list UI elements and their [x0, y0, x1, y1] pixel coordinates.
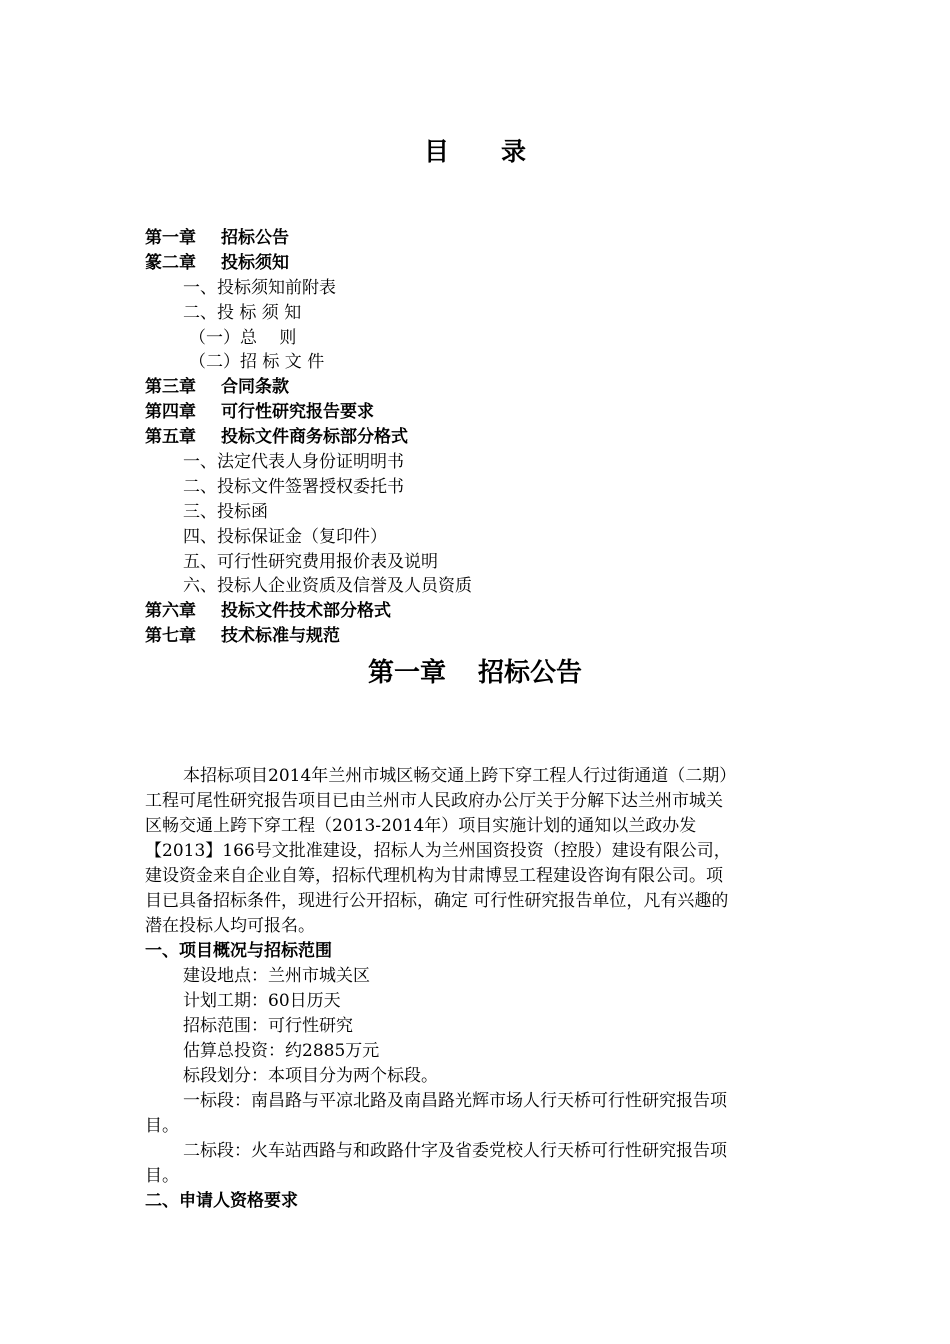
chapter-name: 招标公告 [478, 658, 583, 688]
section-heading: 一、项目概况与招标范围 [145, 941, 332, 961]
intro-paragraph: 本招标项目2014年兰州市城区畅交通上跨下穿工程人行过街通道（二期） 工程可尾性研究报告项目已由兰州市人民政府办公厅关于分解下达兰州市城关 区畅交通上跨下穿工程（2013-2014年）项目实施计划的通知以兰政办发 【2013】166号文批准建设，招标人为兰州国资投资（控股）建设有限公司， 建设资金来自企业自筹，招标代理机构为甘肃博昱工程建设咨询有限公司。项 目已具备招标条件，现进行公开招标，确定 可行性研究报告单位，凡有兴趣的 潜在投标人均可报名。 [145, 766, 737, 936]
scope-line: 招标范围：可行性研究 [183, 1016, 353, 1036]
toc-entry-sub: 五、可行性研究费用报价表及说明 [183, 551, 438, 572]
toc-entry-chapter-2: 篆二章 投标须知 [145, 252, 289, 273]
toc-title-char-2: 录 [501, 137, 527, 166]
lot2-line-cont: 目。 [145, 1166, 179, 1186]
toc-entry-sub: 一、法定代表人身份证明明书 [183, 452, 404, 473]
toc-entry-chapter-5: 第五章 投标文件商务标部分格式 [145, 427, 408, 448]
location-line: 建设地点：兰州市城关区 [183, 966, 370, 986]
lot1-line: 一标段：南昌路与平凉北路及南昌路光辉市场人行天桥可行性研究报告项 [183, 1091, 727, 1111]
chapter-body [145, 764, 807, 1214]
toc-entry-sub: 四、投标保证金（复印件） [183, 526, 387, 547]
toc-entry-chapter-4: 第四章 可行性研究报告要求 [145, 402, 374, 423]
toc-entry-chapter-1: 第一章 招标公告 [145, 228, 289, 248]
toc-entry-sub: 一、投标须知前附表 [183, 277, 336, 298]
toc-title-char-1: 目 [423, 137, 449, 166]
toc-entry-chapter-7: 第七章 技术标准与规范 [145, 626, 340, 647]
lot1-line-cont: 目。 [145, 1116, 179, 1136]
section-heading: 二、申请人资格要求 [145, 1191, 298, 1211]
investment-line: 估算总投资：约2885万元 [183, 1041, 380, 1061]
toc-entry-chapter-6: 第六章 投标文件技术部分格式 [145, 601, 391, 622]
toc-title [0, 132, 950, 168]
toc-entry-sub: 六、投标人企业资质及信誉及人员资质 [183, 576, 472, 597]
toc-entry-subsub: （二）招 标 文 件 [189, 352, 325, 373]
lot2-line: 二标段：火车站西路与和政路什字及省委党校人行天桥可行性研究报告项 [183, 1141, 727, 1161]
chapter-title [0, 652, 950, 689]
toc-entry-chapter-3: 第三章 合同条款 [145, 377, 289, 398]
toc-entry-sub: 三、投标函 [183, 501, 268, 522]
toc-entry-subsub: （一）总 则 [189, 327, 297, 348]
lots-line: 标段划分：本项目分为两个标段。 [183, 1066, 438, 1086]
toc-entry-sub: 二、投标文件签署授权委托书 [183, 476, 404, 497]
table-of-contents [145, 226, 825, 649]
chapter-number: 第一章 [367, 658, 446, 688]
toc-entry-sub: 二、投 标 须 知 [183, 302, 302, 323]
period-line: 计划工期：60日历天 [183, 991, 341, 1011]
